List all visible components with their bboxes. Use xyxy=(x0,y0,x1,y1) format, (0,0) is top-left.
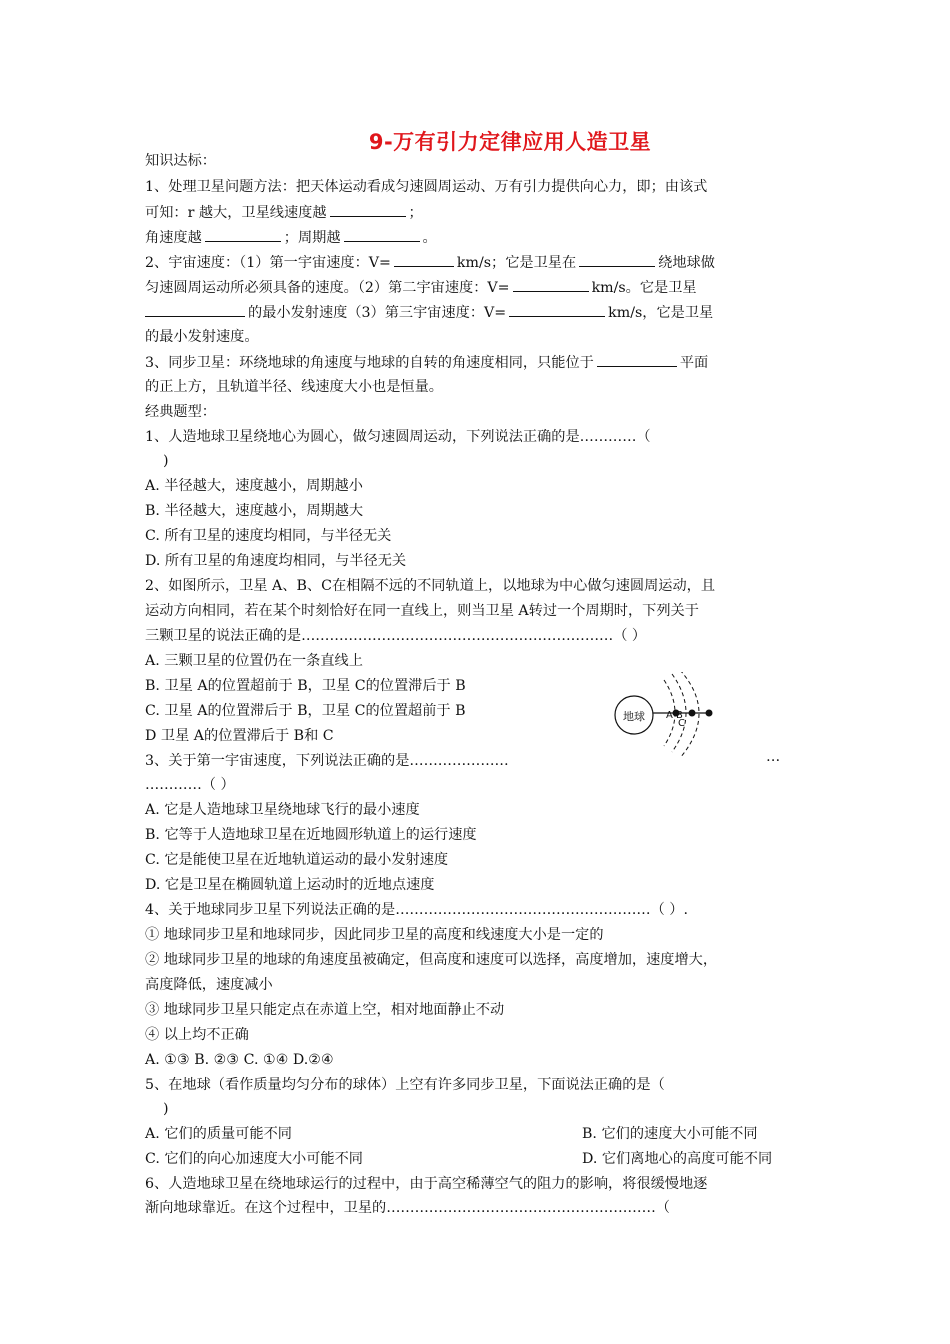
satellite-b xyxy=(706,710,713,717)
p6-stem-1: 6、人造地球卫星在绕地球运行的过程中，由于高空稀薄空气的阻力的影响，将很缓慢地逐 xyxy=(145,1176,708,1192)
p4-options: A. ①③ B. ②③ C. ①④ D.②④ xyxy=(145,1052,334,1068)
k3-line2: 的正上方，且轨道半径、线速度大小也是恒量。 xyxy=(145,379,443,395)
section-heading-classic: 经典题型： xyxy=(145,404,216,420)
k2-line4: 的最小发射速度。 xyxy=(145,329,259,345)
p5-option-a: A. 它们的质量可能不同 xyxy=(145,1126,292,1142)
answer-blank[interactable] xyxy=(509,302,605,317)
p4-statement-3: ③ 地球同步卫星只能定点在赤道上空，相对地面静止不动 xyxy=(145,1002,505,1018)
p2-option-c: C. 卫星 A的位置滞后于 B，卫星 C的位置超前于 B xyxy=(145,703,466,719)
p4-stem: 4、关于地球同步卫星下列说法正确的是………………………………………………（ ）. xyxy=(145,902,688,918)
p5-stem: 5、在地球（看作质量均匀分布的球体）上空有许多同步卫星，下面说法正确的是（ xyxy=(145,1077,665,1093)
p3-stem-dots: … xyxy=(766,749,781,765)
p5-options-row-2 xyxy=(145,1149,815,1169)
satellite-label-c: C xyxy=(678,718,685,729)
answer-blank[interactable] xyxy=(145,302,245,317)
k1-line3: 角速度越 ；周期越 。 xyxy=(145,227,815,248)
p4-statement-4: ④ 以上均不正确 xyxy=(145,1027,249,1043)
answer-blank[interactable] xyxy=(513,277,589,292)
p6-stem-2: 渐向地球靠近。在这个过程中，卫星的…………………………………………………（ xyxy=(145,1200,670,1216)
page-title: 9-万有引力定律应用人造卫星 xyxy=(368,130,652,154)
p1-option-b: B. 半径越大，速度越小，周期越大 xyxy=(145,503,364,519)
answer-blank[interactable] xyxy=(579,252,655,267)
k1-line1: 1、处理卫星问题方法：把天体运动看成匀速圆周运动、万有引力提供向心力，即；由该式 xyxy=(145,179,708,195)
earth-label: 地球 xyxy=(623,710,645,723)
p2-option-a: A. 三颗卫星的位置仍在一条直线上 xyxy=(145,653,363,669)
p2-option-b: B. 卫星 A的位置超前于 B，卫星 C的位置滞后于 B xyxy=(145,678,466,694)
k2-line2: 匀速圆周运动所必须具备的速度。（2）第二宇宙速度：V= km/s。它是卫星 xyxy=(145,277,815,298)
p3-option-c: C. 它是能使卫星在近地轨道运动的最小发射速度 xyxy=(145,852,449,868)
p2-stem-3: 三颗卫星的说法正确的是…………………………………………………………（ ） xyxy=(145,628,647,644)
p5-option-d: D. 它们离地心的高度可能不同 xyxy=(582,1151,773,1167)
p5-options-row-1 xyxy=(145,1124,815,1144)
p3-option-d: D. 它是卫星在椭圆轨道上运动时的近地点速度 xyxy=(145,877,435,893)
p4-statement-2b: 高度降低，速度减小 xyxy=(145,977,273,993)
p5-option-c: C. 它们的向心加速度大小可能不同 xyxy=(145,1151,363,1167)
satellite-labels: A B xyxy=(666,710,683,721)
orbit-diagram xyxy=(606,672,746,762)
answer-blank[interactable] xyxy=(344,227,420,242)
p4-statement-1: ① 地球同步卫星和地球同步，因此同步卫星的高度和线速度大小是一定的 xyxy=(145,927,604,943)
p1-paren: ) xyxy=(163,453,169,469)
p3-option-a: A. 它是人造地球卫星绕地球飞行的最小速度 xyxy=(145,802,420,818)
satellite-a xyxy=(689,710,696,717)
p4-statement-2a: ② 地球同步卫星的地球的角速度虽被确定，但高度和速度可以选择，高度增加，速度增大， xyxy=(145,952,718,968)
k1-line2: 可知：r 越大，卫星线速度越 ； xyxy=(145,202,815,223)
p5-paren: ) xyxy=(163,1101,169,1117)
p2-stem-2: 运动方向相同，若在某个时刻恰好在同一直线上，则当卫星 A转过一个周期时，下列关于 xyxy=(145,603,699,619)
p1-option-d: D. 所有卫星的角速度均相同，与半径无关 xyxy=(145,553,407,569)
p3-stem-1: 3、关于第一宇宙速度，下列说法正确的是………………… xyxy=(145,753,509,769)
p2-stem-1: 2、如图所示，卫星 A、B、C在相隔不远的不同轨道上，以地球为中心做匀速圆周运动，且 xyxy=(145,578,716,594)
answer-blank[interactable] xyxy=(205,227,281,242)
p1-option-c: C. 所有卫星的速度均相同，与半径无关 xyxy=(145,528,392,544)
k2-line1: 2、宇宙速度：（1）第一宇宙速度：V= km/s；它是卫星在 绕地球做 xyxy=(145,252,815,273)
answer-blank[interactable] xyxy=(597,352,677,367)
k3-line1: 3、同步卫星：环绕地球的角速度与地球的自转的角速度相同，只能位于 平面 xyxy=(145,352,815,373)
section-heading-knowledge: 知识达标： xyxy=(145,153,216,169)
answer-blank[interactable] xyxy=(330,202,406,217)
p1-stem: 1、人造地球卫星绕地心为圆心，做匀速圆周运动，下列说法正确的是…………（ xyxy=(145,429,651,445)
k2-line3: 的最小发射速度（3）第三宇宙速度：V= km/s，它是卫星 xyxy=(145,302,815,323)
p3-stem-2: …………（ ） xyxy=(145,777,235,793)
p3-option-b: B. 它等于人造地球卫星在近地圆形轨道上的运行速度 xyxy=(145,827,477,843)
p5-option-b: B. 它们的速度大小可能不同 xyxy=(582,1126,758,1142)
p2-option-d: D 卫星 A的位置滞后于 B和 C xyxy=(145,728,334,744)
answer-blank[interactable] xyxy=(394,252,454,267)
p1-option-a: A. 半径越大，速度越小，周期越小 xyxy=(145,478,363,494)
